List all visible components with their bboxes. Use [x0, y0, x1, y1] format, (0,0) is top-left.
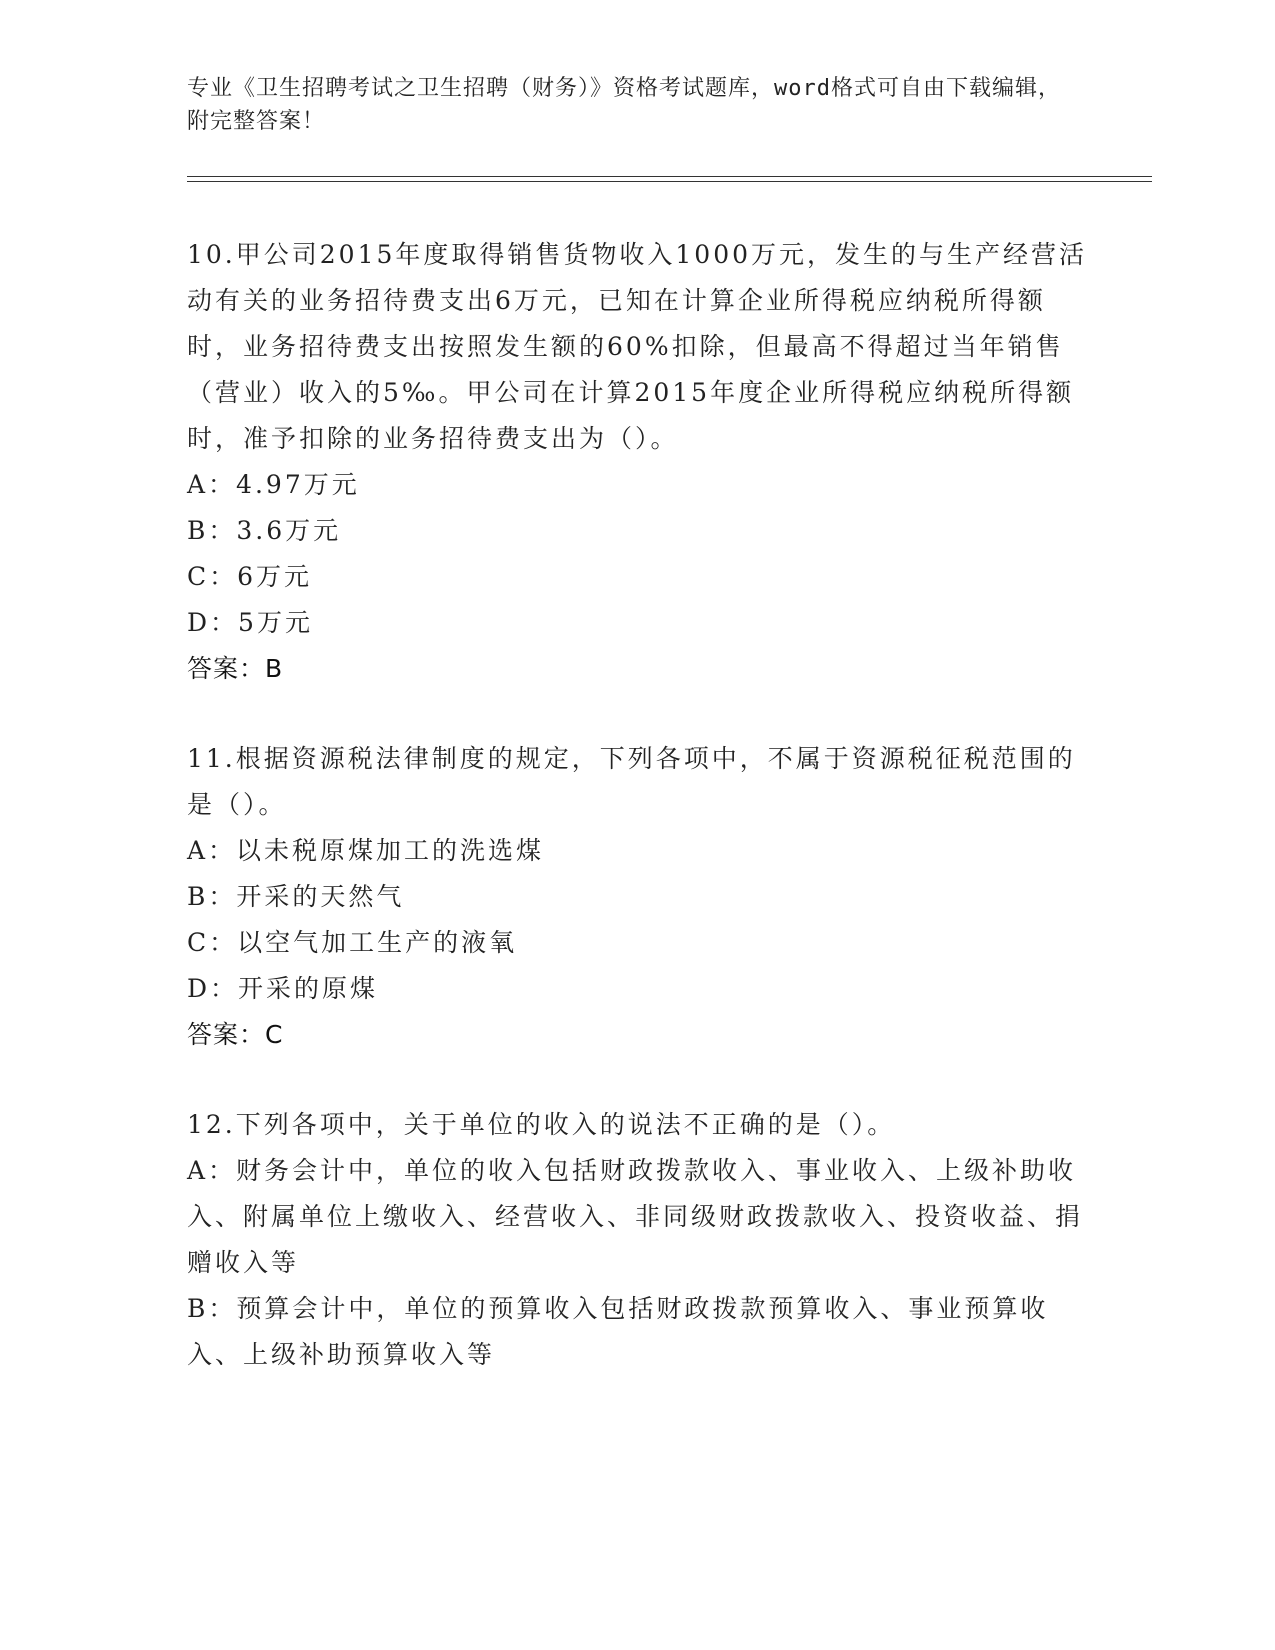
question-stem: 10.甲公司2015年度取得销售货物收入1000万元，发生的与生产经营活动有关的业务招待费支出6万元，已知在计算企业所得税应纳税所得额时，业务招待费支出按照发生额的60%扣除，但最高不得超过当年销售（营业）收入的5‰。甲公司在计算2015年度企业所得税应纳税所得额时，准予扣除的业务招待费支出为（）。: [187, 240, 1088, 453]
option-d: D：5万元: [187, 608, 313, 637]
document-header: 专业《卫生招聘考试之卫生招聘（财务）》资格考试题库，word格式可自由下载编辑，附完整答案！: [187, 76, 1061, 134]
answer-label: 答案：C: [187, 1020, 284, 1049]
option-b: B：3.6万元: [187, 516, 342, 545]
option-c: C：以空气加工生产的液氧: [187, 928, 518, 957]
question-stem: 12.下列各项中，关于单位的收入的说法不正确的是（）。: [187, 1110, 896, 1139]
option-d: D：开采的原煤: [187, 974, 379, 1003]
question-list: [187, 232, 1087, 1422]
question-10: [187, 232, 1087, 692]
question-12: [187, 1102, 1087, 1378]
option-a: A：4.97万元: [187, 470, 360, 499]
header-divider-top: [187, 176, 1152, 177]
option-a: A：以未税原煤加工的洗选煤: [187, 836, 545, 865]
question-11: [187, 736, 1087, 1058]
question-stem: 11.根据资源税法律制度的规定，下列各项中，不属于资源税征税范围的是（）。: [187, 744, 1076, 819]
option-c: C：6万元: [187, 562, 313, 591]
answer-label: 答案：B: [187, 654, 284, 683]
option-b: B：预算会计中，单位的预算收入包括财政拨款预算收入、事业预算收入、上级补助预算收入等: [187, 1294, 1049, 1369]
option-b: B：开采的天然气: [187, 882, 405, 911]
header-divider-bottom: [187, 181, 1152, 182]
option-a: A：财务会计中，单位的收入包括财政拨款收入、事业收入、上级补助收入、附属单位上缴收入、经营收入、非同级财政拨款收入、投资收益、捐赠收入等: [187, 1156, 1084, 1277]
